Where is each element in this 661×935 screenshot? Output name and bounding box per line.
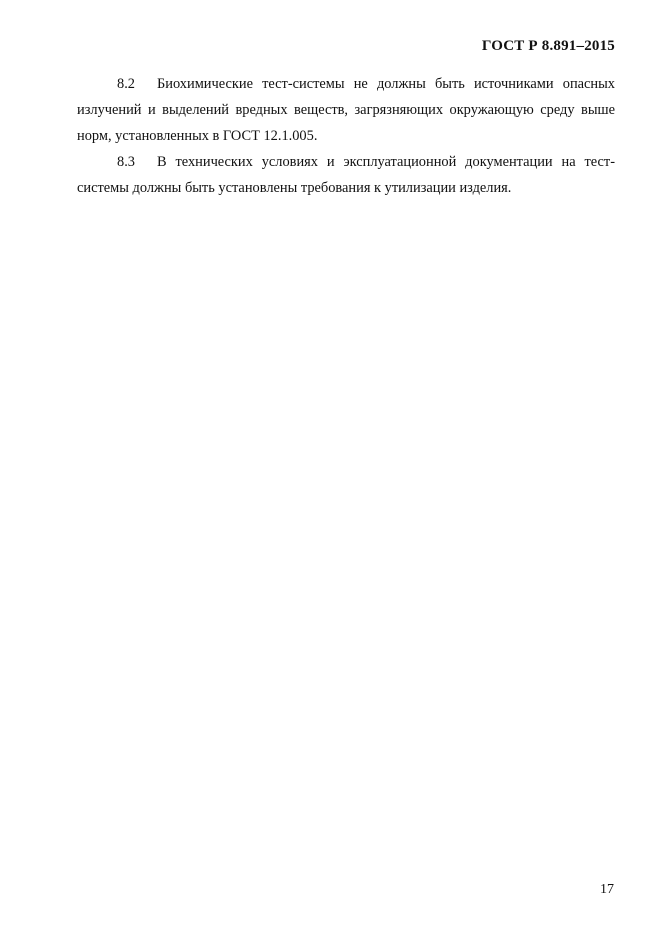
document-code-header: ГОСТ Р 8.891–2015 — [481, 38, 615, 54]
document-body — [77, 71, 615, 201]
clause-number: 8.3 — [117, 154, 135, 170]
clause-8-2 — [77, 71, 615, 149]
clause-number: 8.2 — [117, 76, 135, 92]
clause-text: В технических условиях и эксплуатационной документации на тест-системы должны быть установлены требования к утилизации изделия. — [77, 154, 615, 196]
clause-text: Биохимические тест-системы не должны быть источниками опасных излучений и выделений вредных веществ, загрязняющих окружающую среду выше норм, установленных в ГОСТ 12.1.005. — [77, 76, 615, 144]
page-number: 17 — [600, 882, 614, 897]
clause-8-3 — [77, 149, 615, 201]
